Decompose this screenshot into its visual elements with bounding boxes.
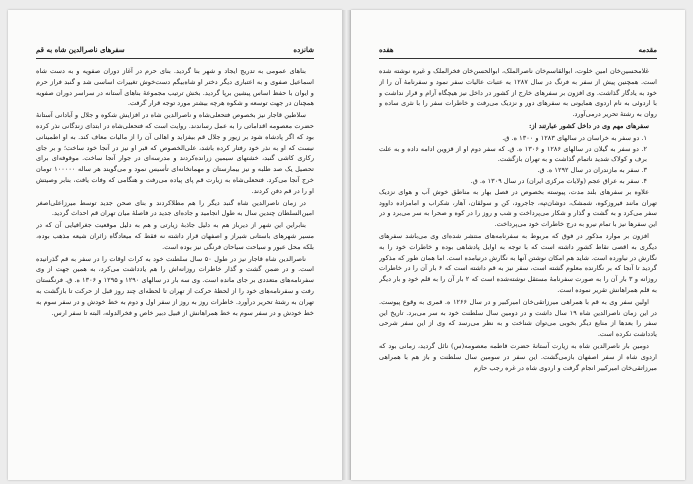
left-page xyxy=(8,10,342,480)
list-intro: سفرهای مهم وی در داخل کشور عبارتند از: xyxy=(529,121,649,130)
paragraph: غلامحسین‌خان امین خلوت، ابوالقاسم‌خان ناصرالملک، ابوالحسن‌خان فخرالملک و غیره نوشته شده است. همچنین پیش از سفر به فرنگ در سال ۱۲۸۷ به عتبات عالیات سفر نمود و سفرنامهٔ آن را از خود به یادگار گذاشت. وی افزون بر سفرهای خارج از کشور در داخل نیز هیچگاه آرام و قرار نداشت و با اردوئی به نام اردوی همایونی به سفرهای دور و نزدیک می‌رفت و خاطرات سفر را با نثری ساده و روان به رشتهٔ تحریر درمی‌آورد. xyxy=(379,67,657,119)
paragraph: اولین سفر وی به قم با همراهی میرزاتقی‌خان امیرکبیر و در سال ۱۲۶۶ ه. قمری به وقوع پیوست. در این زمان ناصرالدین شاه ۱۹ سال داشت و در دومین سال سلطنت خود به سر می‌برد. تاریخ این سفر را بعدها از منابع دیگر بخوبی می‌توان شناخت و به نظر می‌رسد که وی از این سفر شرحی یادداشت نکرده است. xyxy=(379,297,657,339)
list-item: ۱. دو سفر به خراسان در سالهای ۱۲۸۳ و ۱۳۰۰ ه. ق. xyxy=(502,133,647,142)
list-item: ۲. دو سفر به گیلان در سالهای ۱۲۸۶ و ۱۳۰۶ ه. ق. که سفر دوم او از قزوین ادامه داده و به علت برف و کولاک شدید ناتمام گذاشت و به تهران بازگشت. xyxy=(379,144,647,164)
paragraph: در زمان ناصرالدین شاه گنبد دیگر را هم مطلاکردند و بنای صحن جدید توسط میرزاعلی‌اصغر امین‌السلطان چندین سال به طول انجامید و جاده‌ای جدید در فاصلهٔ میان تهران قم احداث گردید. xyxy=(36,198,314,218)
trip-list xyxy=(379,133,657,187)
paragraph: ناصرالدین شاه قاجار نیز در طول ۵۰ سال سلطنت خود به کرات اوقات را در سفر به قم گذرانیده است. و در ضمن گشت و گذار خاطرات روزانه‌اش را هم یادداشت می‌کرد، به همین جهت از وی سفرنامه‌های متعددی بر جای مانده است. وی سه بار در سالهای ۱۲۹۰ و ۱۲۹۵ و ۱۳۰۶ ه. ق. فرنگستان رفت و سفرنامه‌های خود را از لحظهٔ حرکت از تهران تا لحظه‌ای چند روز قبل از حرکت تا بازگشت به تهران به رشتهٔ تحریر درآورد. خاطرات روز به روز از سفر اول و دوم به خط خودش و در سفر سوم به خط خودش و در سفر سوم به خط همراهانش از قبیل دبیر خاص و فخرالدوله، البته تا سفر ارس. xyxy=(36,254,314,317)
right-page xyxy=(351,10,685,480)
left-page-body xyxy=(36,66,314,466)
right-page-body xyxy=(379,66,657,466)
left-page-header xyxy=(36,44,314,59)
paragraph: بناهای عمومی به تدریج ایجاد و شهر بنا گردید. بنای حرم در آغاز دوران صفویه و به دست شاه اسماعیل صفوی و به اعتباری دیگر دختر او شاه‌بیگم دست‌خوش تغییرات اساسی شد و گنبد فراز حرم و ایوان با حفظ اساس پیشین برپا گردید. بخش ترتیب مجموعهٔ بناهای آستانه در سراسر دوران صفویه همچنان در جهت توسعه و شکوه هرچه بیشتر مورد توجه قرار گرفت. xyxy=(36,67,314,108)
list-item: ۴. سفر به عراق عجم (ولایات مرکزی ایران) در سال ۱۳۰۹ ه. ق. xyxy=(470,176,647,185)
paragraph: علاوه بر سفرهای بلند مدت، پیوسته بخصوص در فصل بهار به مناطق خوش آب و هوای نزدیک تهران مانند فیروزکوه، شمشک، دوشان‌تپه، جاجرود، کن و سولقان، آهار، شکراب و امامزاده داوود سفر می‌کرد و به گشت و گذار و شکار می‌پرداخت و شب و روز را در کوه و صحرا به سر می‌برد و در این سفرها نیز با تمام نیرو به درج خاطرات خود می‌پرداخت. xyxy=(379,187,657,229)
book-gutter xyxy=(342,10,351,480)
right-running-title: مقدمه xyxy=(638,45,657,54)
paragraph: دومین بار ناصرالدین شاه به زیارت آستانهٔ حضرت فاطمه معصومه(س) نائل گردید، زمانی بود که اردوی شاه از سفر اصفهان بازمی‌گشت. این سفر در سومین سال سلطنت و باز هم با همراهی میرزاتقی‌خان امیرکبیر انجام گرفت و اردوی شاه در غره رجب حازم xyxy=(379,341,657,372)
paragraph: سلاطین قاجار نیز بخصوص فتحعلی‌شاه و ناصرالدین شاه در افزایش شکوه و جلال و آبادانی آستانهٔ حضرت معصومه اقداماتی را به عمل رساندند. روایت است که فتحعلی‌شاه در ابتدای زندگانی نذر کرده بود که اگر پادشاه شود بر زیور و جلال قم بیفزاید و اهالی آن را از مالیات معاف کند. به او اطمینانی نیست که او به نذر خود رفتار کرده باشد، علی‌الخصوص که قبر او نیز در آنجا خود ساخت؛ و بر جای رکاری کاشی گنبد، خشتهای سیمین زرانده‌کردند و مدرسه‌ای در جوار آنجا ساخت. موقوفه‌ای برای تحصیل یک صد طلبه و نیز بیمارستان و مهمانخانه‌ای تأسیس نمود و می‌گویند هر ساله ۱۰۰۰۰۰ تومان خرج آنجا می‌کرد. فتحعلی‌شاه به زیارت قم پای پیاده می‌رفت و هنگامی که وفات یافت، بنابر وصیتش او را در قم دفن کردند. xyxy=(36,111,314,195)
list-item: ۳. سفر به مازندران در سال ۱۲۹۲ ه. ق. xyxy=(537,166,647,175)
left-running-title: سفرهای ناصرالدین شاه به قم xyxy=(36,45,125,54)
paragraph: بنابراین این شهر از دیرباز هم به دلیل جاذبهٔ زیارتی و هم به دلیل موقعیت جغرافیایی آن که در مسیر شهرهای باستانی شیراز و اصفهان قرار داشته نه فقط که میعادگاه زائران شیعه مذهب بوده، بلکه محل عبور و سیاحت سیاحان فرنگی نیز بوده است. xyxy=(36,221,314,251)
right-page-number: هفده xyxy=(379,45,394,54)
left-page-number: شانزده xyxy=(293,45,314,54)
paragraph: افزون بر موارد مذکور در فوق که مربوط به سفرنامه‌های منتشر شده‌ای وی می‌باشد سفرهای دیگری به اقصی نقاط کشور داشته است که با توجه به اوایل پادشاهی بوده و خاطرات خود را به نگارش در نیاورده است. شاید هم امکان نوشتن آنها به نگارش درنیامده است. اما همان طور که مذکور گردید تا آنجا که بر نگارنده معلوم گشته است، سفر نیز به قم داشته است که ۶ بار آن را در خاطرات روزانه و ۳ بار آن را به صورت سفرنامهٔ مستقل نوشته‌شده است که ۲ بار آن را به قلم خود و بار دیگر به قلم همراهانش تقریر نموده است. xyxy=(379,231,657,294)
right-page-header xyxy=(379,44,657,59)
